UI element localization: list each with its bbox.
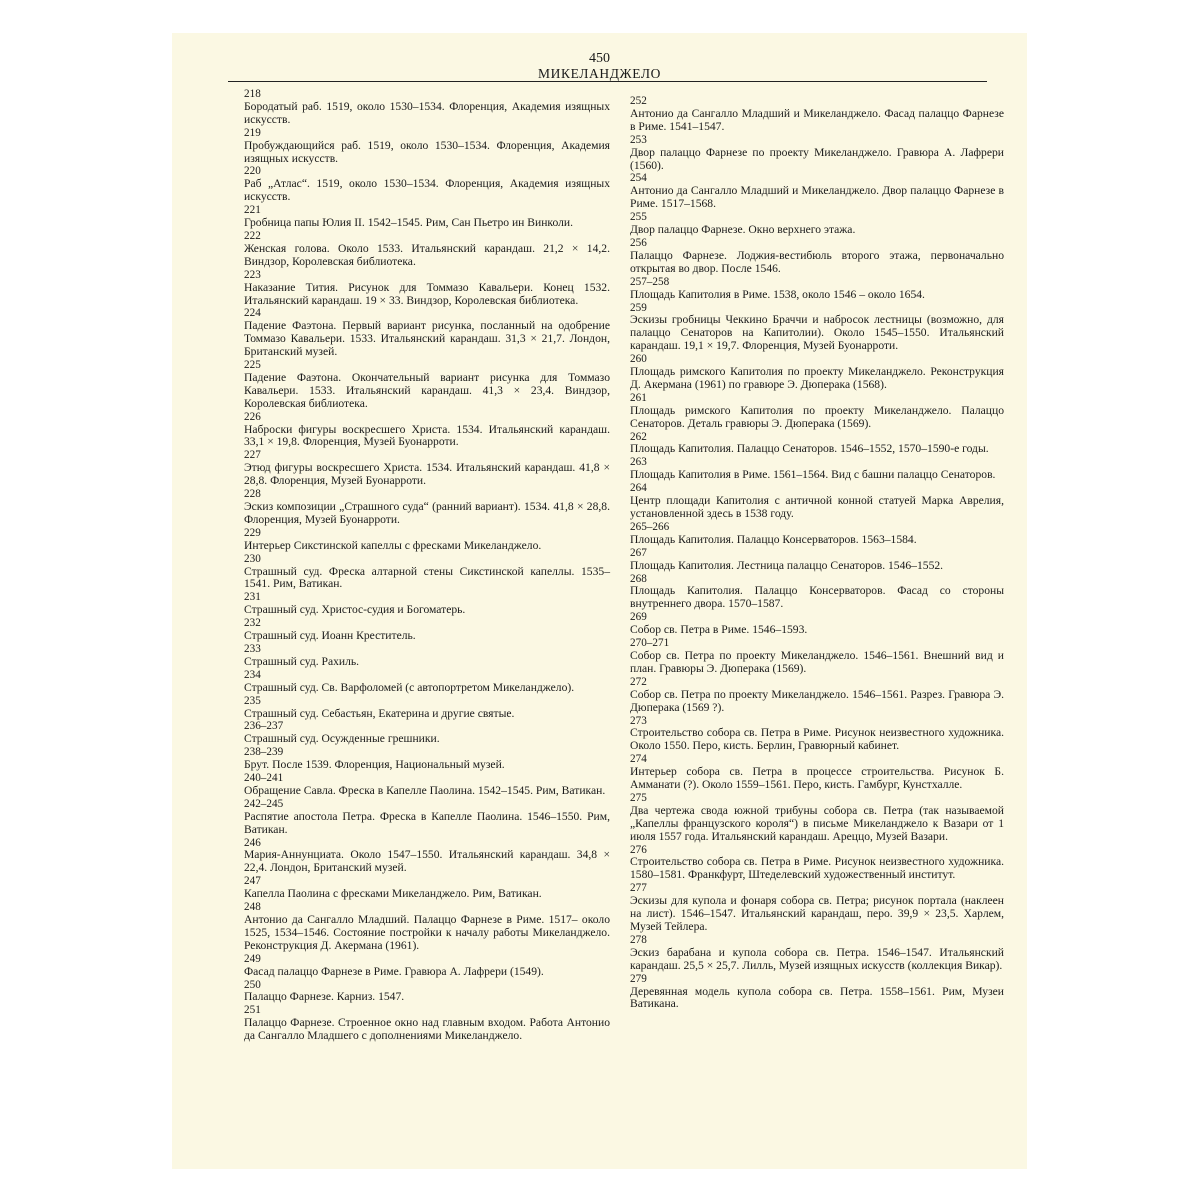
illustration-number: 229	[244, 526, 261, 539]
illustration-caption: Палаццо Фарнезе. Лоджия-вестибюль второго этажа, первоначально открытая во двор. После 1546.	[630, 248, 1004, 275]
illustration-number: 276	[630, 843, 647, 856]
illustration-number: 279	[630, 972, 647, 985]
illustration-entry	[244, 411, 610, 450]
illustration-caption: Страшный суд. Иоанн Креститель.	[244, 629, 416, 643]
illustration-caption: Строительство собора св. Петра в Риме. Рисунок неизвестного художника. Около 1550. Перо, кисть. Берлин, Гравюрный кабинет.	[630, 726, 1004, 753]
illustration-caption: Собор св. Петра в Риме. 1546–1593.	[630, 623, 808, 637]
illustration-entry	[244, 127, 610, 166]
illustration-entry	[244, 617, 610, 643]
illustration-caption: Наказание Тития. Рисунок для Томмазо Кавальери. Конец 1532. Итальянский карандаш. 19 × 33. Виндзор, Королевская библиотека.	[244, 280, 610, 307]
illustration-number: 263	[630, 456, 647, 469]
illustration-entry	[244, 527, 610, 553]
illustration-entry	[244, 901, 610, 953]
illustration-entry	[244, 772, 610, 798]
illustration-caption: Палаццо Фарнезе. Карниз. 1547.	[244, 990, 405, 1004]
illustration-entry	[630, 392, 1004, 431]
illustration-entry	[244, 88, 610, 127]
illustration-number: 247	[244, 875, 261, 888]
illustration-caption: Строительство собора св. Петра в Риме. Рисунок неизвестного художника. 1580–1581. Франкфурт, Штеделевский художественный институт.	[630, 855, 1004, 882]
illustration-number: 220	[244, 165, 261, 178]
illustration-caption: Капелла Паолина с фресками Микеланджело. Рим, Ватикан.	[244, 887, 542, 901]
illustration-entry	[244, 488, 610, 527]
page-number: 450	[589, 51, 610, 66]
illustration-entry	[244, 307, 610, 359]
illustration-number: 226	[244, 410, 261, 423]
illustration-caption: Площадь Капитолия. Палаццо Сенаторов. 1546–1552, 1570–1590-е годы.	[630, 442, 989, 456]
illustration-caption: Страшный суд. Фреска алтарной стены Сикстинской капеллы. 1535–1541. Рим, Ватикан.	[244, 564, 610, 591]
illustration-entry	[244, 979, 610, 1005]
illustration-number: 235	[244, 694, 261, 707]
illustration-entry	[630, 134, 1004, 173]
illustration-caption: Наброски фигуры воскресшего Христа. 1534. Итальянский карандаш. 33,1 × 19,8. Флоренция, Музей Буонарроти.	[244, 422, 610, 449]
illustration-entry	[244, 837, 610, 876]
illustration-number: 253	[630, 133, 647, 146]
illustration-caption: Два чертежа свода южной трибуны собора св. Петра (так называемой „Капеллы французского короля“) в письме Микеланджело к Вазари от 1 июля 1557 года. Итальянский карандаш. Ареццо, Музей Вазари.	[630, 803, 1004, 843]
illustration-entry	[630, 276, 1004, 302]
illustration-number: 232	[244, 617, 261, 630]
illustration-caption: Площадь Капитолия. Палаццо Консерваторов. 1563–1584.	[630, 532, 917, 546]
illustration-entry	[630, 237, 1004, 276]
illustration-number: 218	[244, 88, 261, 100]
illustration-caption: Площадь Капитолия в Риме. 1538, около 1546 – около 1654.	[630, 287, 925, 301]
illustration-number: 274	[630, 753, 647, 766]
illustration-number: 269	[630, 611, 647, 624]
illustration-number: 270–271	[630, 637, 670, 650]
illustration-number: 273	[630, 714, 647, 727]
illustration-entry	[630, 637, 1004, 676]
illustration-caption: Двор палаццо Фарнезе по проекту Микеланджело. Гравюра А. Лафрери (1560).	[630, 145, 1004, 172]
illustration-number: 225	[244, 359, 261, 372]
illustration-entry	[630, 973, 1004, 1012]
illustration-caption: Распятие апостола Петра. Фреска в Капелле Паолина. 1546–1550. Рим, Ватикан.	[244, 809, 610, 836]
illustration-number: 240–241	[244, 772, 284, 785]
illustration-number: 252	[630, 95, 647, 107]
illustration-entry	[244, 643, 610, 669]
illustration-entry	[630, 611, 1004, 637]
illustration-entry	[630, 211, 1004, 237]
illustration-entry	[630, 456, 1004, 482]
illustration-number: 265–266	[630, 520, 670, 533]
illustration-caption: Гробница папы Юлия II. 1542–1545. Рим, Сан Пьетро ин Винколи.	[244, 216, 573, 230]
illustration-caption: Брут. После 1539. Флоренция, Национальный музей.	[244, 758, 505, 772]
illustration-entry	[630, 844, 1004, 883]
illustration-caption: Интерьер собора св. Петра в процессе строительства. Рисунок Б. Амманати (?). Около 1559–1561. Перо, кисть. Гамбург, Кунстхалле.	[630, 765, 1004, 792]
illustration-entry	[244, 165, 610, 204]
illustration-number: 231	[244, 591, 261, 604]
illustration-caption: Страшный суд. Св. Варфоломей (с автопортретом Микеланджело).	[244, 680, 575, 694]
right-column	[630, 95, 1004, 1011]
illustration-caption: Мария-Аннунциата. Около 1547–1550. Итальянский карандаш. 34,8 × 22,4. Лондон, Британский музей.	[244, 848, 610, 875]
illustration-caption: Антонио да Сангалло Младший. Палаццо Фарнезе в Риме. 1517– около 1525, 1534–1546. Состояние постройки к началу работы Микеланджело. Реконструкция Д. Акермана (1961).	[244, 913, 610, 952]
illustration-caption: Страшный суд. Христос-судия и Богоматерь.	[244, 603, 466, 617]
running-head: МИКЕЛАНДЖЕЛО	[538, 66, 661, 81]
illustration-caption: Собор св. Петра по проекту Микеланджело. 1546–1561. Разрез. Гравюра Э. Дюперака (1569 ?).	[630, 687, 1004, 714]
illustration-number: 254	[630, 172, 647, 185]
illustration-caption: Фасад палаццо Фарнезе в Риме. Гравюра А. Лафрери (1549).	[244, 964, 544, 978]
illustration-number: 261	[630, 391, 647, 404]
illustration-entry	[630, 302, 1004, 354]
illustration-caption: Площадь римского Капитолия по проекту Микеланджело. Палаццо Сенаторов. Деталь гравюры Э. Дюперака (1569).	[630, 403, 1004, 430]
illustration-number: 248	[244, 901, 261, 914]
illustration-number: 255	[630, 211, 647, 224]
illustration-number: 222	[244, 229, 261, 242]
illustration-entry	[630, 95, 1004, 134]
illustration-caption: Пробуждающийся раб. 1519, около 1530–1534. Флоренция, Академия изящных искусств.	[244, 138, 610, 165]
illustration-number: 268	[630, 572, 647, 585]
illustration-caption: Падение Фаэтона. Первый вариант рисунка, посланный на одобрение Томмазо Кавальери. 1533. Итальянский карандаш. 31,3 × 21,7. Лондон, Британский музей.	[244, 319, 610, 359]
illustration-caption: Страшный суд. Осужденные грешники.	[244, 732, 440, 746]
illustration-number: 233	[244, 642, 261, 655]
illustration-entry	[244, 591, 610, 617]
illustration-caption: Площадь Капитолия. Палаццо Консерваторов. Фасад со стороны внутреннего двора. 1570–1587.	[630, 584, 1004, 611]
illustration-entry	[630, 573, 1004, 612]
illustration-entry	[244, 669, 610, 695]
illustration-caption: Страшный суд. Рахиль.	[244, 654, 360, 668]
illustration-entry	[244, 230, 610, 269]
illustration-caption: Женская голова. Около 1533. Итальянский карандаш. 21,2 × 14,2. Виндзор, Королевская библиотека.	[244, 241, 610, 268]
illustration-entry	[244, 1004, 610, 1043]
illustration-number: 277	[630, 882, 647, 895]
illustration-caption: Бородатый раб. 1519, около 1530–1534. Флоренция, Академия изящных искусств.	[244, 99, 610, 126]
illustration-number: 275	[630, 791, 647, 804]
illustration-number: 267	[630, 546, 647, 559]
illustration-entry	[630, 792, 1004, 844]
illustration-entry	[244, 449, 610, 488]
illustration-caption: Раб „Атлас“. 1519, около 1530–1534. Флоренция, Академия изящных искусств.	[244, 177, 610, 204]
illustration-number: 238–239	[244, 746, 284, 759]
illustration-entry	[630, 353, 1004, 392]
illustration-number: 227	[244, 449, 261, 462]
illustration-caption: Центр площади Капитолия с античной конной статуей Марка Аврелия, установленной здесь в 1538 году.	[630, 494, 1004, 520]
illustration-caption: Падение Фаэтона. Окончательный вариант рисунка для Томмазо Кавальери. 1533. Итальянский карандаш. 41,3 × 23,4. Виндзор, Королевская библиотека.	[244, 370, 610, 410]
book-page	[172, 33, 1027, 1169]
illustration-entry	[244, 953, 610, 979]
illustration-caption: Двор палаццо Фарнезе. Окно верхнего этажа.	[630, 223, 856, 237]
illustration-caption: Палаццо Фарнезе. Строенное окно над главным входом. Работа Антонио да Сангалло Младшего с дополнениями Микеланджело.	[244, 1016, 610, 1043]
illustration-number: 236–237	[244, 720, 284, 733]
illustration-entry	[244, 269, 610, 308]
illustration-caption: Эскизы гробницы Чеккино Браччи и набросок лестницы (возможно, для палаццо Сенаторов на Капитолии). Около 1545–1550. Итальянский карандаш. 19,1 × 19,7. Флоренция, Музей Буонарроти.	[630, 313, 1004, 353]
illustration-number: 228	[244, 488, 261, 501]
illustration-entry	[630, 431, 1004, 457]
illustration-caption: Площадь Капитолия в Риме. 1561–1564. Вид с башни палаццо Сенаторов.	[630, 468, 996, 482]
illustration-entry	[630, 172, 1004, 211]
illustration-caption: Антонио да Сангалло Младший и Микеланджело. Двор палаццо Фарнезе в Риме. 1517–1568.	[630, 184, 1004, 211]
illustration-entry	[244, 359, 610, 411]
illustration-entry	[630, 934, 1004, 973]
illustration-caption: Собор св. Петра по проекту Микеланджело. 1546–1561. Внешний вид и план. Гравюры Э. Дюперака (1569).	[630, 648, 1004, 675]
illustration-number: 223	[244, 268, 261, 281]
illustration-entry	[630, 753, 1004, 792]
illustration-number: 224	[244, 307, 261, 320]
illustration-number: 219	[244, 126, 261, 139]
illustration-entry	[630, 521, 1004, 547]
illustration-number: 246	[244, 836, 261, 849]
illustration-number: 251	[244, 1004, 261, 1017]
illustration-entry	[630, 882, 1004, 934]
illustration-number: 257–258	[630, 275, 670, 288]
illustration-number: 259	[630, 301, 647, 314]
illustration-number: 249	[244, 952, 261, 965]
illustration-caption: Антонио да Сангалло Младший и Микеланджело. Фасад палаццо Фарнезе в Риме. 1541–1547.	[630, 106, 1004, 133]
illustration-entry	[630, 715, 1004, 754]
illustration-caption: Интерьер Сикстинской капеллы с фресками Микеланджело.	[244, 538, 542, 552]
illustration-entry	[244, 204, 610, 230]
illustration-number: 260	[630, 353, 647, 366]
illustration-entry	[630, 547, 1004, 573]
illustration-entry	[244, 553, 610, 592]
illustration-entry	[630, 482, 1004, 521]
illustration-number: 264	[630, 482, 647, 495]
illustration-number: 250	[244, 978, 261, 991]
illustration-number: 262	[630, 430, 647, 443]
illustration-number: 230	[244, 552, 261, 565]
illustration-entry	[244, 875, 610, 901]
illustration-number: 272	[630, 675, 647, 688]
illustration-number: 242–245	[244, 797, 284, 810]
illustration-number: 221	[244, 204, 261, 217]
illustration-caption: Этюд фигуры воскресшего Христа. 1534. Итальянский карандаш. 41,8 × 28,8. Флоренция, Музей Буонарроти.	[244, 461, 610, 488]
illustration-caption: Площадь Капитолия. Лестница палаццо Сенаторов. 1546–1552.	[630, 558, 944, 572]
illustration-caption: Деревянная модель купола собора св. Петра. 1558–1561. Рим, Музеи Ватикана.	[630, 984, 1004, 1011]
illustration-number: 256	[630, 236, 647, 249]
left-column	[244, 88, 610, 1043]
illustration-entry	[244, 746, 610, 772]
illustration-entry	[244, 720, 610, 746]
illustration-entry	[630, 676, 1004, 715]
illustration-caption: Эскизы для купола и фонаря собора св. Петра; рисунок портала (наклеен на лист). 1546–1547. Итальянский карандаш, перо. 39,9 × 23,5. Харлем, Музей Тейлера.	[630, 894, 1004, 933]
illustration-caption: Страшный суд. Себастьян, Екатерина и другие святые.	[244, 706, 515, 720]
illustration-caption: Площадь римского Капитолия по проекту Микеланджело. Реконструкция Д. Акермана (1961) по гравюре Э. Дюперака (1568).	[630, 365, 1004, 391]
illustration-number: 278	[630, 933, 647, 946]
illustration-caption: Обращение Савла. Фреска в Капелле Паолина. 1542–1545. Рим, Ватикан.	[244, 783, 606, 797]
illustration-caption: Эскиз барабана и купола собора св. Петра. 1546–1547. Итальянский карандаш. 25,5 × 25,7. Лилль, Музей изящных искусств (коллекция Викар).	[630, 945, 1004, 972]
header-rule	[228, 81, 987, 82]
illustration-entry	[244, 695, 610, 721]
illustration-entry	[244, 798, 610, 837]
illustration-number: 234	[244, 668, 261, 681]
illustration-caption: Эскиз композиции „Страшного суда“ (ранний вариант). 1534. 41,8 × 28,8. Флоренция, Музей Буонарроти.	[244, 500, 610, 526]
